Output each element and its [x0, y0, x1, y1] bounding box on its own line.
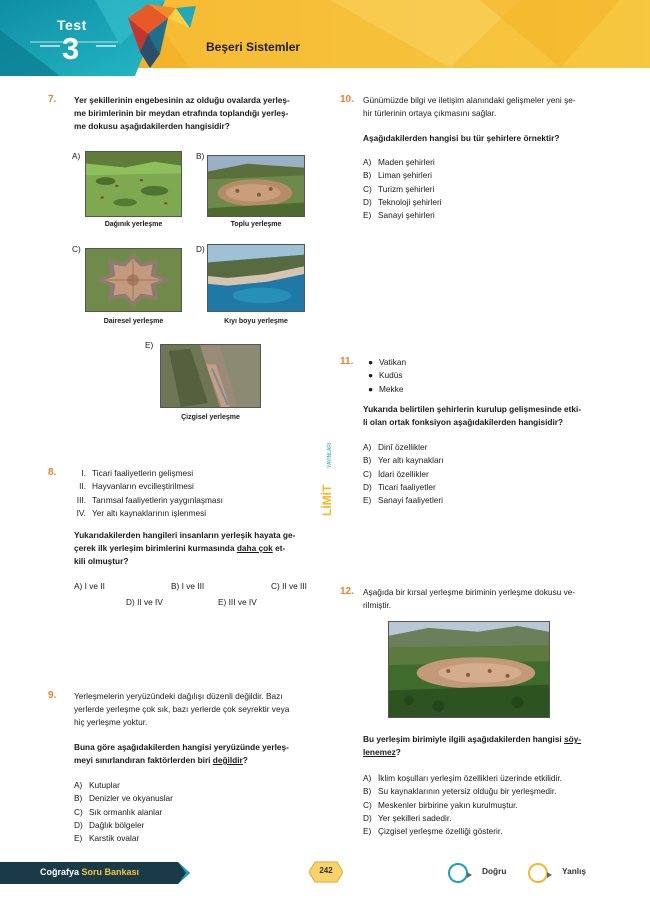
option-c[interactable]: C) Turizm şehirleri: [363, 183, 435, 194]
river-town-photo: [160, 344, 261, 408]
bullet-item: ● Vatikan: [368, 357, 407, 367]
option-letter: D): [196, 244, 205, 254]
statement-item: III. Tarımsal faaliyetlerin yaygınlaşması: [76, 494, 223, 505]
answer-options: [363, 441, 444, 507]
page-title: Beşeri Sistemler: [206, 40, 301, 54]
option-b[interactable]: B) Denizler ve okyanuslar: [74, 793, 173, 804]
option-a[interactable]: A) İklim koşulları yerleşim özellikleri üzerinde etkilidir.: [363, 773, 562, 783]
correct-label: Doğru: [482, 866, 507, 876]
option-b[interactable]: B) I ve III: [171, 581, 205, 591]
option-e[interactable]: E) III ve IV: [218, 597, 257, 607]
question-number: 11.: [340, 356, 354, 367]
statement-item: IV. Yer altı kaynaklarının işlenmesi: [76, 507, 207, 518]
option-letter: C): [72, 244, 81, 254]
question-number: 7.: [48, 94, 57, 105]
question-stem: Bu yerleşim birimiyle ilgili aşağıdakilerden hangisi söy- lenemez?: [363, 734, 582, 757]
question-12: [340, 586, 608, 856]
wrong-label: Yanlış: [562, 866, 586, 876]
option-letter: E): [145, 340, 154, 350]
option-d[interactable]: D) Ticari faaliyetler: [363, 481, 436, 492]
answer-options: [74, 581, 314, 613]
answer-options: [363, 156, 442, 222]
question-number: 8.: [48, 467, 57, 478]
bullet-item: ● Kudüs: [368, 370, 403, 381]
statement-item: I. Ticari faaliyetlerin gelişmesi: [81, 468, 194, 478]
bullet-list: [368, 356, 406, 396]
option-a[interactable]: A) Kutuplar: [74, 780, 120, 790]
option-caption: Kıyı boyu yerleşme: [224, 318, 288, 325]
option-c[interactable]: C) II ve III: [271, 581, 307, 591]
test-label: Test: [57, 17, 87, 33]
question-7: [48, 94, 314, 429]
question-number: 12.: [340, 586, 354, 597]
question-intro: Günümüzde bilgi ve iletişim alanındaki gelişmeler yeni şe- hir türlerinin ortaya çıkmasını sağlar.: [363, 95, 576, 118]
correct-count-icon[interactable]: [448, 863, 468, 883]
statement-item: II. Hayvanların evcilleştirilmesi: [79, 481, 194, 492]
option-a-card[interactable]: [72, 149, 184, 231]
option-c[interactable]: C) Sık ormanlık alanlar: [74, 806, 163, 817]
option-d[interactable]: D) Yer şekilleri sadedir.: [363, 812, 452, 823]
option-a[interactable]: A) Maden şehirleri: [363, 157, 435, 167]
option-e[interactable]: E) Sanayi şehirleri: [363, 210, 435, 221]
question-stem: Buna göre aşağıdakilerden hangisi yeryüzünde yerleş- meyi sınırlandıran faktörlerden biri değildir?: [74, 742, 289, 765]
option-letter: B): [196, 151, 205, 161]
option-d[interactable]: D) Dağlık bölgeler: [74, 819, 145, 830]
option-b[interactable]: B) Su kaynaklarının yetersiz olduğu bir yerleşmedir.: [363, 786, 557, 797]
option-letter: A): [72, 151, 81, 161]
option-d[interactable]: D) II ve IV: [126, 597, 163, 607]
option-e[interactable]: E) Çizgisel yerleşme özelliği gösterir.: [363, 826, 503, 837]
question-intro: Yerleşmelerin yeryüzündeki dağılışı düzenli değildir. Bazı yerlerde yerleşme çok sık, bazı yerlerde çok seyrektir veya hiç yerleşme yoktur.: [74, 691, 290, 727]
question-8: [48, 467, 314, 617]
question-9: [48, 690, 314, 850]
option-e-card[interactable]: [145, 338, 267, 424]
option-caption: Dağınık yerleşme: [104, 221, 163, 228]
star-fort-photo: [85, 248, 182, 312]
option-c[interactable]: C) İdari özellikler: [363, 468, 429, 479]
svg-text:LİMİT: LİMİT: [320, 484, 334, 516]
option-caption: Dairesel yerleşme: [103, 318, 164, 325]
book-title: Coğrafya Soru Bankası: [40, 867, 140, 877]
option-e[interactable]: E) Sanayi faaliyetleri: [363, 495, 444, 506]
question-intro: Aşağıda bir kırsal yerleşme biriminin yerleşme dokusu ve- rilmiştir.: [363, 587, 576, 610]
question-stem: Aşağıdakilerden hangisi bu tür şehirlere örnektir?: [363, 133, 560, 143]
question-11: [340, 356, 608, 516]
page-number: 242: [319, 866, 333, 875]
option-d-card[interactable]: [196, 242, 308, 328]
option-caption: Çizgisel yerleşme: [181, 414, 240, 421]
rural-town-photo: [388, 621, 550, 718]
option-a[interactable]: A) I ve II: [74, 581, 105, 591]
test-number: 3: [62, 31, 80, 66]
option-caption: Toplu yerleşme: [230, 221, 282, 228]
option-b[interactable]: B) Yer altı kaynakları: [363, 455, 444, 466]
coastal-town-photo: [207, 244, 305, 312]
question-stem: Yukarıda belirtilen şehirlerin kurulup gelişmesinde etki- li olan ortak fonksiyon aşağıdakilerden hangisidir?: [363, 404, 582, 427]
svg-text:YAYINLARI: YAYINLARI: [327, 442, 333, 468]
option-b-card[interactable]: [196, 149, 308, 231]
option-a[interactable]: A) Dinî özellikler: [363, 442, 428, 452]
compact-town-photo: [207, 155, 305, 217]
publisher-logo: [318, 420, 338, 520]
answer-options: [74, 779, 173, 845]
option-c[interactable]: C) Meskenler birbirine yakın kurulmuştur.: [363, 799, 518, 810]
option-d[interactable]: D) Teknoloji şehirleri: [363, 196, 442, 207]
page-header: [0, 0, 650, 76]
question-number: 10.: [340, 94, 354, 105]
question-stem: Yukarıdakilerden hangileri insanların yerleşik hayata ge- çerek ilk yerleşim birimlerini kurmasında daha çok et- kili olmuştur?: [74, 530, 296, 566]
question-number: 9.: [48, 690, 57, 701]
question-stem: Yer şekillerinin engebesinin az olduğu ovalarda yerleş- me birimlerinin bir meydan etrafında toplandığı yerleş- me dokusu aşağıdakilerden hangisidir?: [74, 95, 290, 131]
header-banner: [0, 0, 650, 76]
roman-statements: [70, 467, 310, 520]
option-e[interactable]: E) Karstik ovalar: [74, 833, 140, 844]
option-b[interactable]: B) Liman şehirleri: [363, 170, 432, 181]
option-c-card[interactable]: [72, 242, 184, 328]
answer-options: [363, 772, 562, 838]
meadow-photo: [85, 151, 182, 217]
wrong-count-icon[interactable]: [528, 863, 548, 883]
bullet-item: ● Mekke: [368, 383, 404, 394]
question-10: [340, 94, 608, 234]
